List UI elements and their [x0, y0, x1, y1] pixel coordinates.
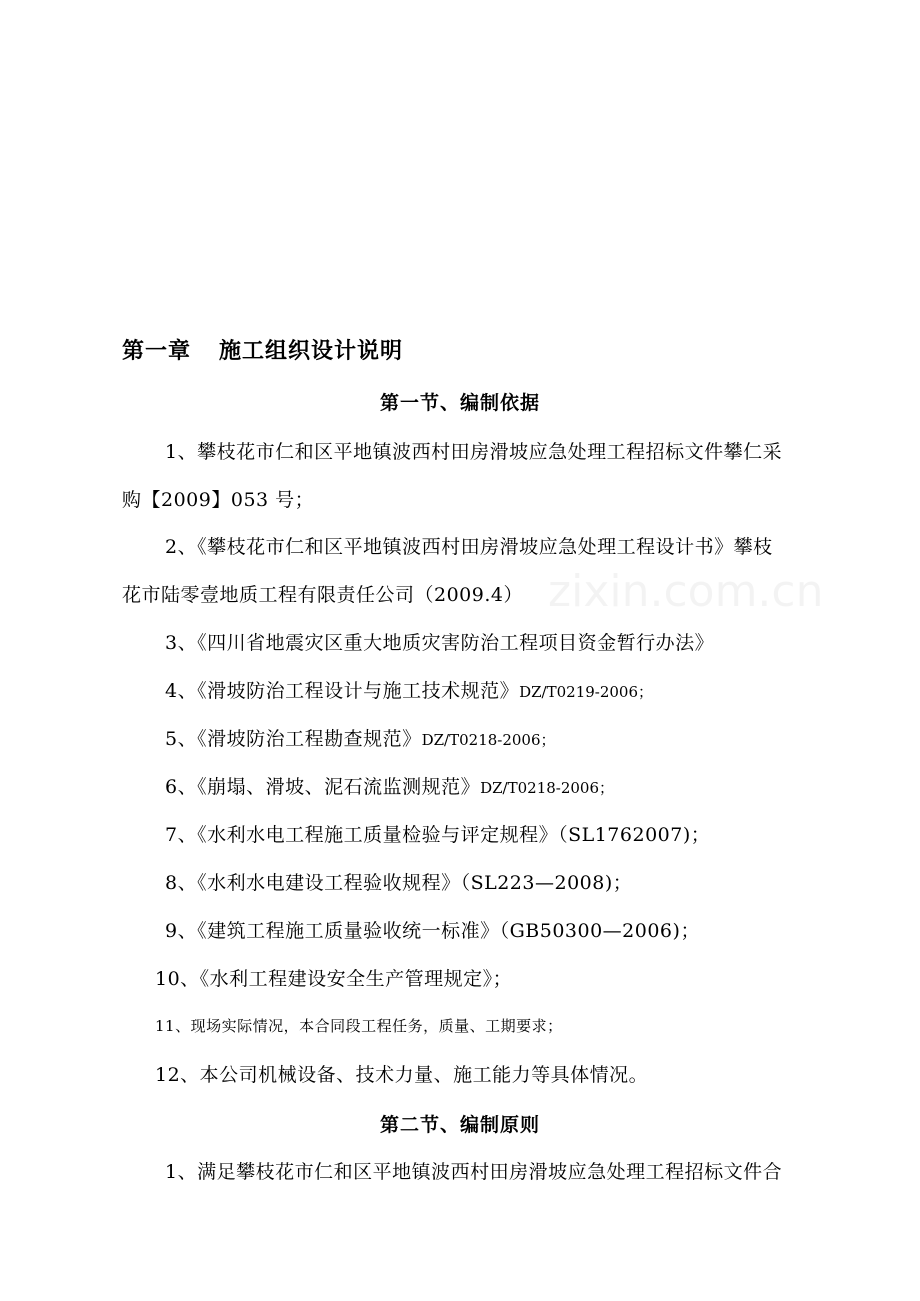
basis-item-6	[165, 772, 614, 799]
basis-item-8: 8、《水利水电建设工程验收规程》（SL223—2008)；	[165, 872, 633, 894]
basis-item-4-standard: DZ/T0219-2006；	[519, 683, 654, 701]
basis-item-10: 10、《水利工程建设安全生产管理规定》；	[155, 968, 513, 990]
basis-item-12: 12、本公司机械设备、技术力量、施工能力等具体情况。	[155, 1064, 649, 1086]
basis-item-1-line-1: 1、攀枝花市仁和区平地镇波西村田房滑坡应急处理工程招标文件攀仁采	[165, 441, 783, 463]
basis-item-1-line-2: 购【2009】053 号；	[122, 489, 315, 511]
basis-item-6-text: 6、《崩塌、滑坡、泥石流监测规范》	[165, 776, 481, 798]
basis-item-5-standard: DZ/T0218-2006；	[421, 731, 556, 749]
basis-item-4	[165, 676, 653, 703]
basis-item-5	[165, 724, 556, 751]
basis-item-11: 11、现场实际情况，本合同段工程任务，质量、工期要求；	[155, 1017, 563, 1035]
principle-item-1: 1、满足攀枝花市仁和区平地镇波西村田房滑坡应急处理工程招标文件合	[165, 1161, 783, 1183]
section-heading-1: 第一节、编制依据	[379, 392, 540, 414]
basis-item-6-standard: DZ/T0218-2006；	[480, 779, 615, 797]
chapter-heading	[122, 334, 403, 365]
basis-item-7: 7、《水利水电工程施工质量检验与评定规程》（SL1762007)；	[165, 824, 711, 846]
basis-item-2-line-1: 2、《攀枝花市仁和区平地镇波西村田房滑坡应急处理工程设计书》攀枝	[165, 536, 773, 558]
chapter-title: 施工组织设计说明	[219, 338, 404, 364]
basis-item-9: 9、《建筑工程施工质量验收统一标准》（GB50300—2006)；	[165, 920, 700, 942]
basis-item-5-text: 5、《滑坡防治工程勘查规范》	[165, 728, 422, 750]
basis-item-4-text: 4、《滑坡防治工程设计与施工技术规范》	[165, 680, 520, 702]
watermark	[548, 566, 824, 617]
section-heading-2: 第二节、编制原则	[379, 1114, 540, 1136]
basis-item-3: 3、《四川省地震灾区重大地质灾害防治工程项目资金暂行办法》	[165, 632, 715, 654]
chapter-number: 第一章	[122, 338, 192, 364]
basis-item-2-line-2: 花市陆零壹地质工程有限责任公司（2009.4）	[122, 584, 523, 606]
